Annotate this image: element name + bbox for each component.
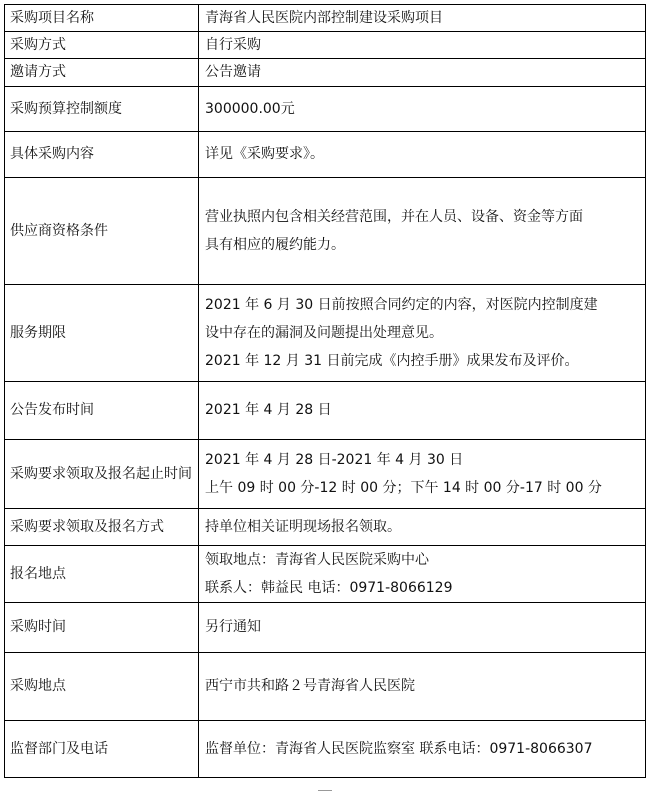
row-label: 采购时间 [5, 603, 199, 653]
row-label: 采购预算控制额度 [5, 87, 199, 132]
table-row [5, 285, 646, 382]
row-label: 监督部门及电话 [5, 721, 199, 778]
value-line: 另行通知 [205, 619, 261, 635]
value-line: 持单位相关证明现场报名领取。 [205, 518, 401, 535]
table-row [5, 59, 646, 87]
value-line: 联系人：韩益民 电话：0971-8066129 [205, 580, 453, 596]
table-row [5, 382, 646, 440]
row-label: 采购项目名称 [5, 5, 199, 32]
row-label: 供应商资格条件 [5, 178, 199, 285]
row-value [199, 178, 646, 285]
value-line: 300000.00元 [205, 100, 295, 117]
row-label: 服务期限 [5, 285, 199, 382]
table-row [5, 653, 646, 721]
value-line: 上午 09 时 00 分-12 时 00 分；下午 14 时 00 分-17 时 00 分 [205, 480, 602, 496]
table-row [5, 87, 646, 132]
page-divider [318, 790, 332, 791]
row-label: 采购方式 [5, 32, 199, 59]
table-row [5, 5, 646, 32]
row-value [199, 509, 646, 546]
table-row [5, 132, 646, 178]
table-row [5, 509, 646, 546]
row-value [199, 440, 646, 509]
row-label: 邀请方式 [5, 59, 199, 87]
row-label: 报名地点 [5, 546, 199, 603]
value-line: 领取地点：青海省人民医院采购中心 [205, 552, 429, 568]
table-row [5, 178, 646, 285]
row-value [199, 546, 646, 603]
value-line: 自行采购 [205, 36, 261, 53]
row-value [199, 382, 646, 440]
row-value [199, 5, 646, 32]
table-row [5, 721, 646, 778]
procurement-info-table [4, 4, 646, 778]
row-label: 采购要求领取及报名起止时间 [5, 440, 199, 509]
value-line: 2021 年 6 月 30 日前按照合同约定的内容，对医院内控制度建 [205, 297, 598, 313]
value-line: 2021 年 12 月 31 日前完成《内控手册》成果发布及评价。 [205, 353, 579, 369]
value-line: 西宁市共和路２号青海省人民医院 [205, 678, 415, 694]
row-value [199, 653, 646, 721]
value-line: 监督单位：青海省人民医院监察室 联系电话：0971-8066307 [205, 740, 593, 757]
value-line: 具有相应的履约能力。 [205, 237, 345, 253]
row-value [199, 603, 646, 653]
value-line: 2021 年 4 月 28 日-2021 年 4 月 30 日 [205, 452, 464, 468]
value-line: 公告邀请 [205, 64, 261, 80]
row-value [199, 59, 646, 87]
row-value [199, 87, 646, 132]
table-row [5, 546, 646, 603]
row-value [199, 132, 646, 178]
value-line: 详见《采购要求》。 [205, 146, 324, 162]
row-label: 采购地点 [5, 653, 199, 721]
value-line: 青海省人民医院内部控制建设采购项目 [205, 9, 443, 26]
row-label: 具体采购内容 [5, 132, 199, 178]
value-line: 2021 年 4 月 28 日 [205, 402, 332, 418]
value-line: 营业执照内包含相关经营范围，并在人员、设备、资金等方面 [205, 209, 583, 225]
value-line: 设中存在的漏洞及问题提出处理意见。 [205, 325, 443, 341]
table-row [5, 32, 646, 59]
table-row [5, 603, 646, 653]
row-value [199, 32, 646, 59]
row-value [199, 721, 646, 778]
row-label: 公告发布时间 [5, 382, 199, 440]
table-row [5, 440, 646, 509]
row-label: 采购要求领取及报名方式 [5, 509, 199, 546]
row-value [199, 285, 646, 382]
